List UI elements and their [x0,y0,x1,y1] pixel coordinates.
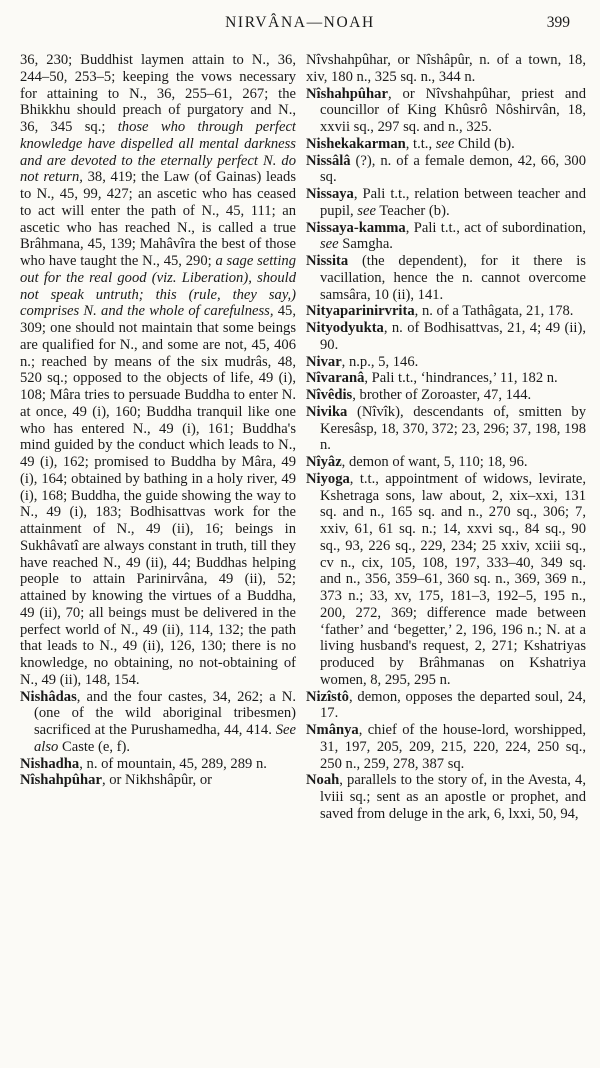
index-entry [306,86,586,136]
index-entry [306,220,586,254]
entry-text: Teacher (b). [375,202,450,219]
entry-italic-text: see [357,202,376,219]
entry-headword: Nîvaranâ [306,370,365,387]
index-entry [306,454,586,471]
entry-text: , Pali t.t., relation between teacher and pupil, [320,186,586,219]
index-entry-continued [306,52,586,86]
running-head [0,14,600,38]
entry-headword: Nityaparinirvrita [306,303,415,320]
entry-headword: Nîshahpûhar [306,85,388,102]
entry-text: , n. of Bodhisattvas, 21, 4; 49 (ii), 90. [320,320,586,353]
entry-text: , parallels to the story of, in the Avesta, 4, lviii sq.; sent as an apostle or prophet, and saved from deluge in the ark, 6, lxxi, 50, 94, [320,772,586,822]
entry-text: , or Nikhshâpûr, or [101,772,213,789]
entry-headword: Nivika [306,403,348,420]
entry-text: , n. of a Tathâgata, 21, 178. [414,303,574,320]
index-entry [20,756,296,773]
entry-headword: Nissita [306,253,349,269]
entry-text: (Nîvîk), descendants of, smitten by Keresâsp, 18, 370, 372; 23, 296; 37, 198, 198 n. [320,403,586,454]
running-head-title: NIRVÂNA—NOAH [225,14,375,31]
index-entry [306,370,586,387]
index-entry [306,136,586,153]
index-entry [20,772,296,789]
index-entry [306,404,586,454]
entry-text: Caste (e, f). [58,738,131,755]
entry-text: , demon, opposes the departed soul, 24, 17. [320,688,586,722]
entry-text: , t.t., [405,135,436,152]
entry-text: , and the four castes, 34, 262; a N. (one of the wild aboriginal tribesmen) sacrificed at the Purushamedha, 44, 414. [34,688,296,738]
page-number: 399 [546,14,570,31]
entry-text: , n. of mountain, 45, 289, 289 n. [79,755,267,772]
entry-text: (?), n. of a female demon, 42, 66, 300 sq. [320,152,586,186]
index-entry [306,186,586,220]
entry-headword: Nissâlâ [306,152,351,169]
entry-headword: Nissaya [306,186,354,202]
entry-headword: Nissaya-kamma [306,219,406,236]
entry-headword: Nizîstô [306,688,349,705]
index-entry [20,689,296,756]
entry-text: 45, 309; one should not maintain that some beings are qualified for N., and some are not, 45, 406 n.; reached by means of the six mudrâs, 48, 520 sq.; opposed to the objects of life, 49 (i), 108; Mâra tries to persuade Buddha to enter N. at once, 49 (i), 160; Buddha tranquil like one who has entered N., 49 (i), 161; Buddha's mind guided by the conduct which leads to N., 49 (i), 162; promised to Buddha by Mâra, 49 (i), 164; obtained by bathing in a holy river, 49 (i), 168; Buddha, the guide showing the way to N., 49 (i), 183; Bodhisattvas work for the attainment of N., 49 (ii), 16; beings in Sukhâvatî are always constant in truth, till they have reached N., 49 (ii), 44; Buddhas helping people to attain Parinirvâna, 49 (ii), 52; attained by knowing the virtues of a Buddha, 49 (ii), 70; all beings must be delivered in the perfect world of N., 49 (ii), 114, 132; the path that leads to N., 49 (ii), 126, 130; there is no knowledge, no obtaining, no not-obtaining of N., 49 (ii), 148, 154. [20,303,296,688]
index-entry [306,320,586,354]
index-entry [306,772,586,822]
entry-text: , or Nîvshahpûhar, priest and councillor of King Khûsrô Nôshirvân, 18, xxvii sq., 297 sq. and n., 325. [320,85,586,135]
entry-text: 36, 230; Buddhist laymen attain to N., 36, 244–50, 253–5; keeping the vows necessary for attaining to N., 36, 255–61, 267; the Bhikkhu should preach of purgatory and N., 36, 345 sq.; [20,52,296,135]
index-entry [306,689,586,723]
entry-italic-text: see [320,236,339,253]
index-entry [306,722,586,772]
index-entry-continued [20,52,296,689]
entry-text: , chief of the house-lord, worshipped, 31, 197, 205, 209, 215, 220, 224, 250 sq., 250 n., 259, 278, 387 sq. [320,722,586,772]
entry-headword: Nityodyukta [306,320,384,336]
entry-headword: Nishadha [20,755,80,772]
index-entry [306,253,586,303]
entry-italic-text: See also [34,722,296,755]
entry-text: Samgha. [338,236,393,253]
entry-text: , t.t., appointment of widows, levirate, Kshetraga sons, law about, 2, xix–xxi, 131 sq. and n., 165 sq. and n., 270 sq., 306; 7, xxiv, 61, 61 sq. n.; 14, xxvi sq., 84 sq., 90 sq., 93, 226 sq., 229, 234; 25 xxiv, xciii sq., cv n., cix, 105, 108, 197, 333–40, 349 sq. and n., 356, 359–61, 360 sq. n., 369, 369 n., 373 n.; 33, xv, 175, 181–3, 192–5, 195 n., 200, 272, 369; difference made between ‘father’ and ‘begetter,’ 2, 196, 196 n.; N. at a living husband's request, 2, 271; Kshatriyas produced by Brâhmanas on Kshatriya women, 8, 295, 295 n. [320,470,586,688]
entry-headword: Nîshahpûhar [20,772,102,789]
entry-headword: Niyoga [306,470,350,487]
entry-headword: Noah [306,772,340,789]
index-entry [306,387,586,404]
index-column-left [20,52,296,1062]
entry-text: Nîvshahpûhar, or Nîshâpûr, n. of a town, 18, xiv, 180 n., 325 sq. n., 344 n. [306,52,586,85]
entry-text: , brother of Zoroaster, 47, 144. [352,387,532,403]
index-entry [306,354,586,371]
index-column-right [306,52,586,1062]
entry-text: , demon of want, 5, 110; 18, 96. [341,454,528,470]
entry-headword: Nivar [306,353,342,370]
entry-italic-text: see [435,135,455,152]
entry-text: 38, 419; the Law (of Gainas) leads to N., 45, 99, 427; an ascetic who has ceased to act will enter the path of N., 45, 111; an ascetic who has reached N., is called a true Brâhmana, 45, 139; Mahâvîra the best of those who have taught the N., 45, 290; [20,169,296,269]
entry-headword: Nishekakarman [306,135,406,152]
entry-italic-text: a sage setting out for the real good (viz. Liberation), should not speak untruth; this (rule, they say,) comprises N. and the whole of carefulness, [20,253,296,320]
index-entry [306,471,586,689]
entry-headword: Nîyâz [306,454,342,470]
entry-headword: Nîvêdis [306,387,353,403]
entry-text: , Pali t.t., act of subordination, [405,219,586,236]
entry-headword: Nishâdas [20,688,77,705]
index-entry [306,153,586,187]
entry-text: Child (b). [454,135,515,152]
entry-text: (the dependent), for it there is vacillation, hence the n. cannot overcome samsâra, 10 (ii), 141. [320,253,586,303]
entry-headword: Nmânya [306,722,359,738]
entry-text: , n.p., 5, 146. [341,353,419,370]
entry-text: , Pali t.t., ‘hindrances,’ 11, 182 n. [364,370,558,387]
entry-italic-text: those who through perfect knowledge have dispelled all mental darkness and are devoted to the eternally perfect N. do not return, [20,119,296,186]
index-entry [306,303,586,320]
